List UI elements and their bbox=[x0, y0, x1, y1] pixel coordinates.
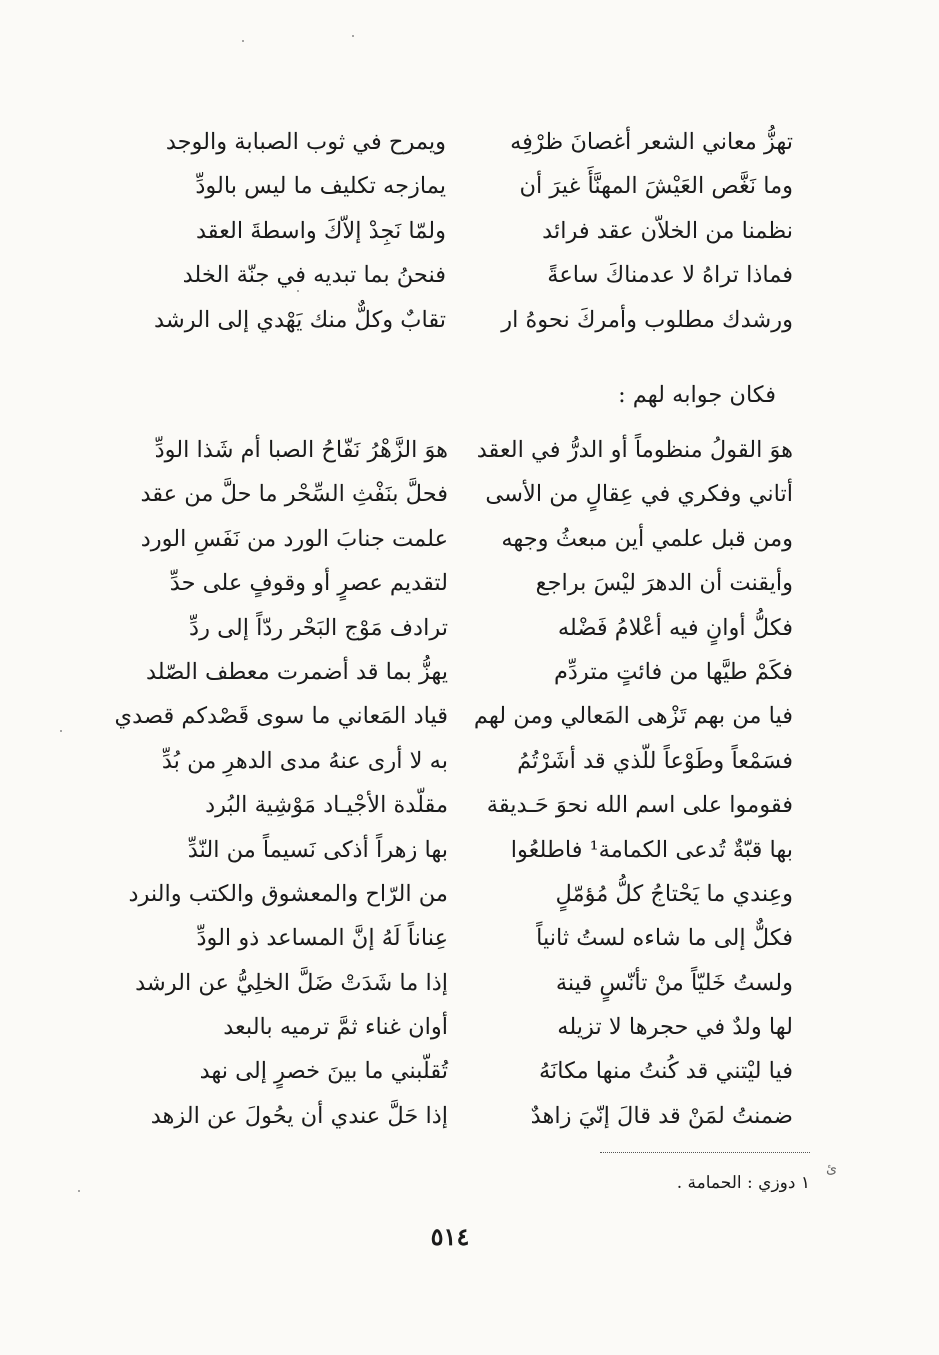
verse-line: أتاني وفكري في عِقالٍ من الأسى bbox=[485, 481, 793, 508]
verse-line: ويمرح في ثوب الصبابة والوجد bbox=[165, 129, 446, 155]
verse-line: فيا ليْتني قد كُنتُ منها مكانَهُ bbox=[538, 1058, 793, 1085]
verse-line: وما نَغَّص العَيْشَ المهنَّأَ غيرَ أن bbox=[519, 173, 793, 200]
verse-line: فكَمْ طيَّها من فائتٍ متردِّم bbox=[553, 658, 793, 685]
top-right-verse-column bbox=[475, 120, 793, 342]
verse-line: تهزُّ معاني الشعر أغصانَ ظرْفِه bbox=[510, 129, 793, 155]
verse-line: فسَمْعاً وطَوْعاً للّذي قد أشَرْتُمُ bbox=[517, 747, 793, 774]
verse-line: وأيقنت أن الدهرَ ليْسَ براجع bbox=[535, 570, 793, 597]
verse-line: ومن قبل علمي أين مبعثُ وجهه bbox=[501, 525, 793, 552]
verse-line: إذا ما شَدَتْ ضَلَّ الخلِيُّ عن الرشد bbox=[135, 969, 448, 996]
footnote-divider bbox=[600, 1152, 810, 1153]
verse-line: أوان غناء ثمَّ ترميه بالبعد bbox=[223, 1014, 448, 1041]
verse-line: من الرّاح والمعشوق والكتب والنرد bbox=[128, 880, 448, 907]
verse-line: وعِندي ما يَحْتاجُ كلُّ مُؤمّلٍ bbox=[555, 880, 793, 907]
top-left-verse-column bbox=[128, 120, 446, 342]
verse-line: تقابٌ وكلٌّ منك يَهْدي إلى الرشد bbox=[154, 306, 446, 333]
verse-line: يمازجه تكليف ما ليس بالودِّ bbox=[195, 173, 446, 200]
paper-speck bbox=[352, 35, 354, 37]
main-left-verse-column bbox=[114, 428, 448, 1138]
verse-line: قياد المَعاني ما سوى قَصْدكم قصدي bbox=[114, 703, 448, 730]
main-right-verse-column bbox=[475, 428, 793, 1138]
verse-line: مقلّدة الأجْيـاد مَوْشِية البُرد bbox=[205, 792, 448, 819]
verse-line: لتقديم عصرٍ أو وقوفٍ على حدِّ bbox=[169, 570, 448, 597]
verse-line: ضمنتُ لمَنْ قد قالَ إنّيَ زاهدٌ bbox=[530, 1102, 793, 1129]
verse-line: هوَ الزَّهْرُ نَفّاحُ الصبا أم شَذا الودِّ bbox=[154, 437, 448, 463]
paper-speck bbox=[297, 290, 299, 292]
verse-line: ترادف مَوْج البَحْر ردّاً إلى ردِّ bbox=[189, 614, 448, 641]
intro-line: فكان جوابه لهم : bbox=[618, 382, 776, 408]
verse-line: فقوموا على اسم الله نحوَ حَـديقة bbox=[486, 792, 793, 819]
verse-line: علمت جنابَ الورد من نَفَسِ الورد bbox=[140, 525, 448, 552]
paper-speck bbox=[242, 40, 244, 42]
verse-line: فحلَّ بنَفْثِ السِّحْر ما حلَّ من عقد bbox=[140, 481, 448, 508]
verse-line: فكلُّ أوانٍ فيه أعْلامُ فَضْله bbox=[557, 614, 793, 641]
verse-line: إذا حَلَّ عندي أن يحُولَ عن الزهد bbox=[150, 1102, 448, 1129]
verse-line: فيا من بهم تَزْهى المَعالي ومن لهم bbox=[473, 703, 793, 730]
verse-line: فماذا تراهُ لا عدمناكَ ساعةً bbox=[547, 262, 793, 289]
verse-line: بها قبّةٌ تُدعى الكمامة¹ فاطلعُوا bbox=[510, 836, 793, 863]
verse-line: فكلٌّ إلى ما شاءه لستُ ثانياً bbox=[536, 925, 793, 952]
paper-speck bbox=[78, 1190, 80, 1192]
verse-line: به لا أرى عنهُ مدى الدهرِ من بُدِّ bbox=[161, 747, 448, 774]
page-number: ٥١٤ bbox=[430, 1222, 470, 1251]
verse-line: هوَ القولُ منظوماً أو الدرُّ في العقد bbox=[476, 437, 793, 463]
verse-line: فنحنُ بما تبديه في جنّة الخلد bbox=[182, 262, 446, 289]
paper-speck bbox=[60, 730, 62, 732]
verse-line: نظمنا من الخلاّن عقد فرائد bbox=[542, 217, 793, 244]
verse-line: عِناناً لَهُ إنَّ المساعد ذو الودِّ bbox=[196, 925, 448, 952]
verse-line: لها ولدٌ في حجرها لا تزيله bbox=[557, 1014, 793, 1041]
verse-line: بها زهراً أذكى نَسيماً من النّدِّ bbox=[187, 836, 448, 863]
footnote: ١ دوزي : الحمامة . bbox=[676, 1173, 810, 1193]
verse-line: ورشدك مطلوب وأمركَ نحوهُ ار bbox=[501, 306, 793, 333]
footnote-marker: ئ bbox=[826, 1161, 837, 1177]
verse-line: تُقلّبني ما بينَ خصرٍ إلى نهد bbox=[199, 1058, 448, 1085]
verse-line: ولستُ خَليّاً منْ تأنّسٍ قينة bbox=[555, 969, 793, 996]
verse-line: ولمّا نَجِدْ إلاّكَ واسطةَ العقد bbox=[195, 217, 446, 244]
verse-line: يهزُّ بما قد أضمرت معطف الصّلد bbox=[146, 658, 448, 685]
